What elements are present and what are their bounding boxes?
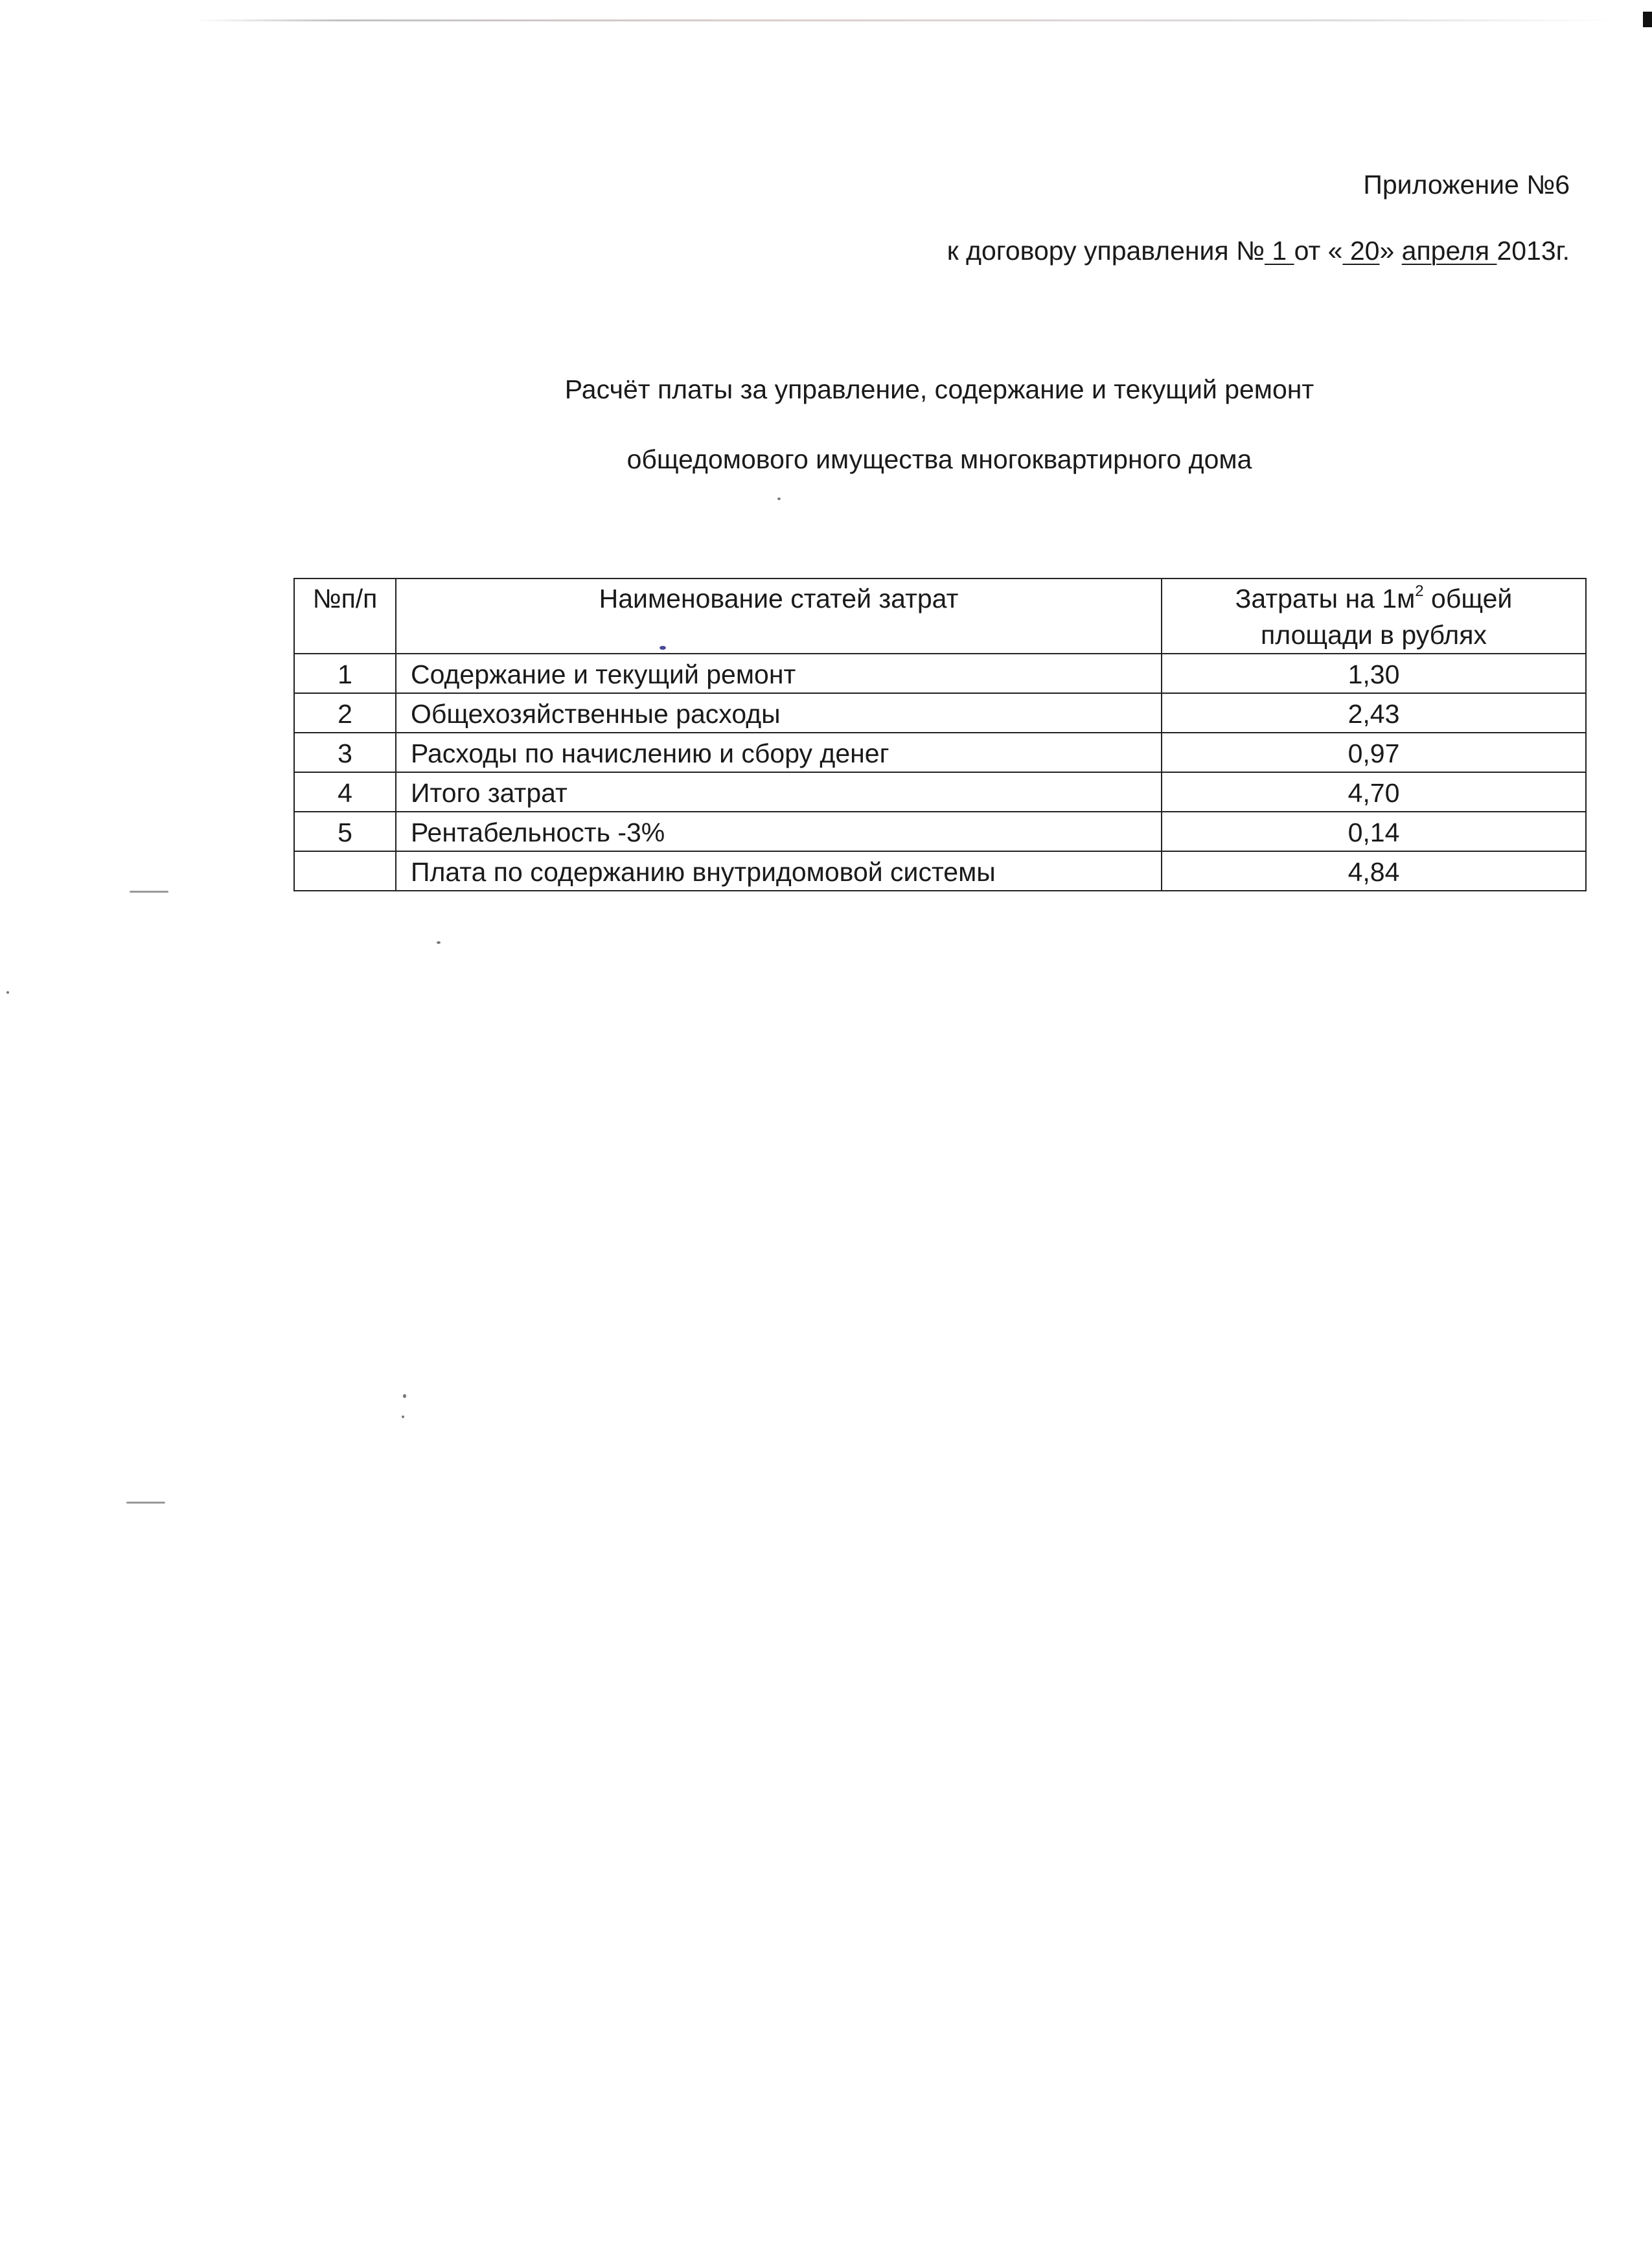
appendix-title: Приложение №6 — [1363, 170, 1570, 200]
header-cost-text-2: общей — [1423, 584, 1513, 613]
contract-reference — [947, 236, 1570, 266]
scan-speck — [403, 1394, 406, 1398]
row-cost-value: 0,14 — [1162, 812, 1586, 851]
table-row — [294, 772, 1586, 812]
scan-speck — [130, 891, 168, 893]
scan-speck — [402, 1415, 404, 1418]
table-row-total — [294, 851, 1586, 891]
header-cost-superscript: 2 — [1415, 582, 1424, 600]
row-number: 1 — [294, 654, 396, 693]
scan-corner-mark — [1643, 12, 1652, 27]
row-number — [294, 851, 396, 891]
cost-table-header-row — [294, 578, 1586, 654]
scan-top-edge — [194, 19, 1620, 21]
row-item-name: Рентабельность -3% — [396, 812, 1162, 851]
heading-line-1: Расчёт платы за управление, содержание и текущий ремонт — [564, 374, 1314, 404]
row-cost-value: 4,84 — [1162, 851, 1586, 891]
scan-speck — [6, 991, 9, 994]
contract-middle: от « — [1294, 236, 1343, 266]
table-row — [294, 733, 1586, 772]
scan-speck — [777, 498, 781, 500]
header-item-name: Наименование статей затрат — [396, 578, 1162, 654]
row-number: 4 — [294, 772, 396, 812]
table-row — [294, 693, 1586, 733]
header-cost-text-3: площади в рублях — [1261, 620, 1487, 650]
row-cost-value: 0,97 — [1162, 733, 1586, 772]
header-number: №п/п — [294, 578, 396, 654]
row-cost-value: 2,43 — [1162, 693, 1586, 733]
cost-table — [293, 578, 1587, 891]
table-row — [294, 812, 1586, 851]
header-cost-per-m2 — [1162, 578, 1586, 654]
row-number: 3 — [294, 733, 396, 772]
row-cost-value: 4,70 — [1162, 772, 1586, 812]
heading-line-2: общедомового имущества многоквартирного дома — [626, 444, 1252, 474]
contract-number: 1 — [1265, 236, 1294, 266]
row-item-name: Содержание и текущий ремонт — [396, 654, 1162, 693]
table-row — [294, 654, 1586, 693]
header-cost-text-1: Затраты на 1м — [1235, 584, 1416, 613]
scan-speck — [660, 646, 666, 650]
contract-after-day: » — [1379, 236, 1402, 266]
row-item-name: Расходы по начислению и сбору денег — [396, 733, 1162, 772]
row-number: 2 — [294, 693, 396, 733]
row-item-name: Плата по содержанию внутридомовой системы — [396, 851, 1162, 891]
contract-day: 20 — [1342, 236, 1380, 266]
row-cost-value: 1,30 — [1162, 654, 1586, 693]
row-number: 5 — [294, 812, 396, 851]
row-item-name: Итого затрат — [396, 772, 1162, 812]
contract-month: апреля — [1401, 236, 1497, 266]
scan-speck — [437, 941, 441, 944]
contract-year: 2013г. — [1497, 236, 1570, 266]
row-item-name: Общехозяйственные расходы — [396, 693, 1162, 733]
scan-speck — [126, 1502, 165, 1504]
contract-prefix: к договору управления № — [946, 236, 1265, 266]
